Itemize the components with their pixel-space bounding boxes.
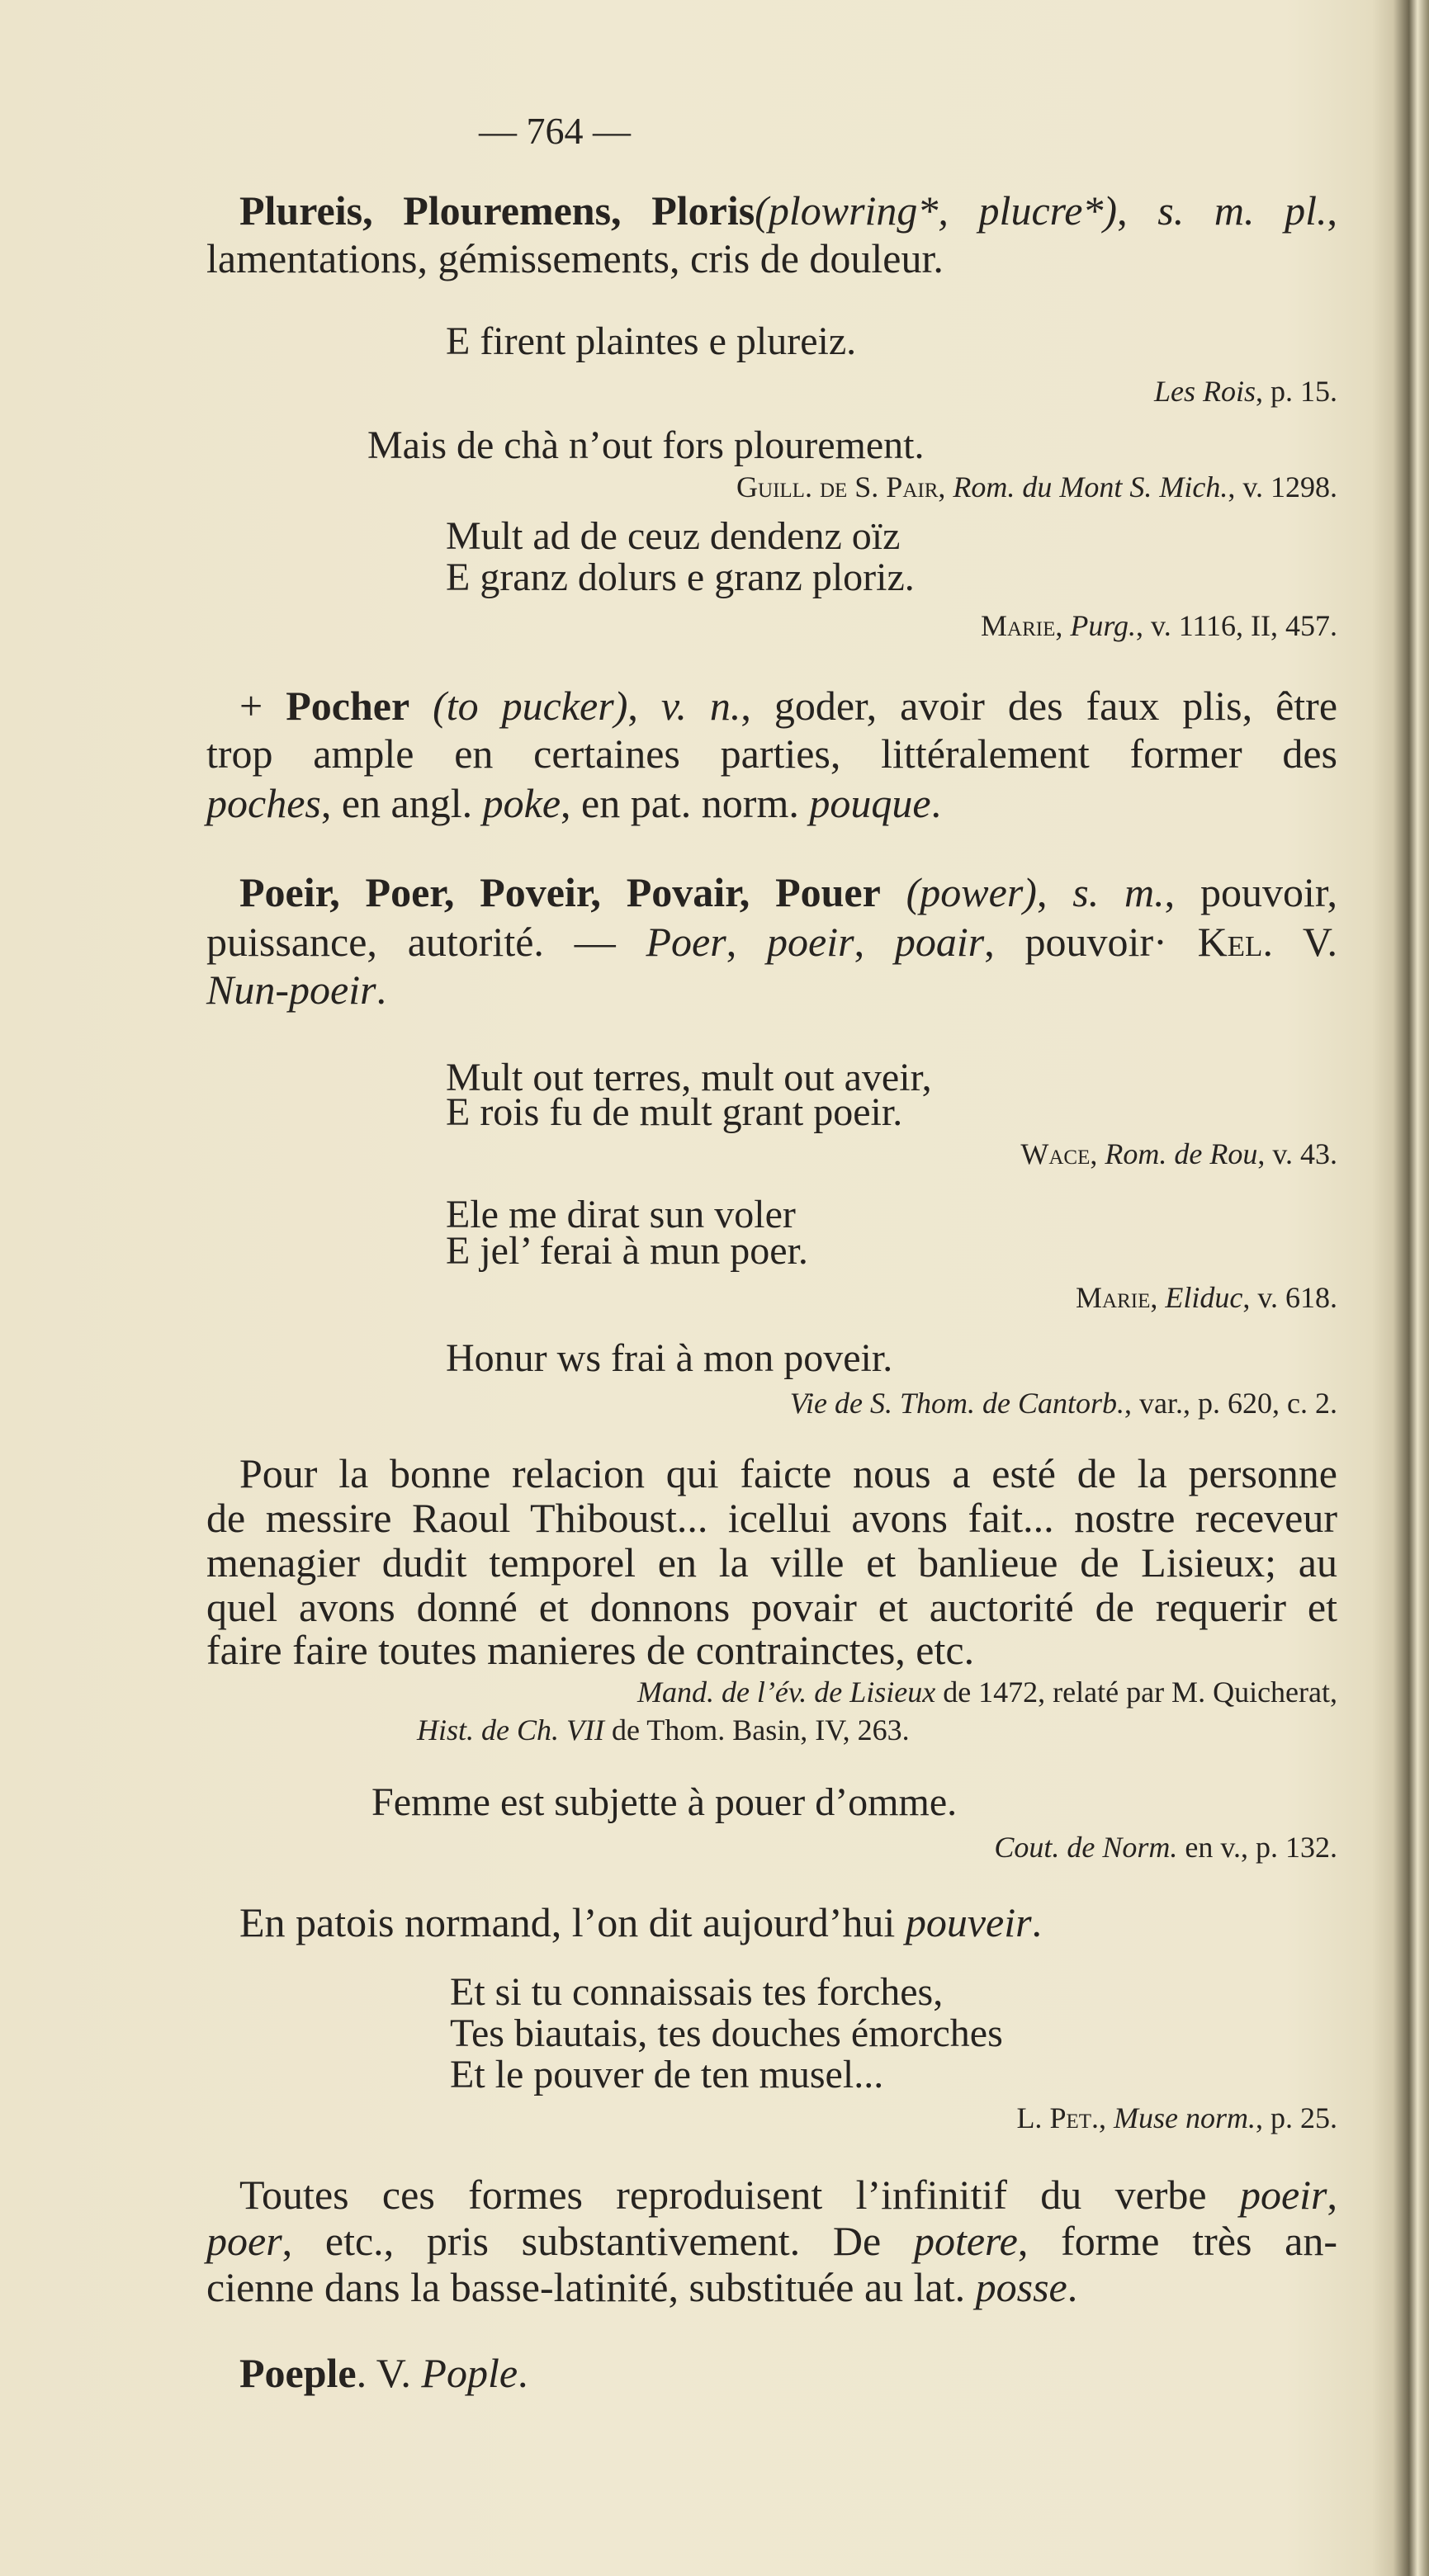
text-segment: , goder, avoir des faux plis, être [741, 683, 1338, 729]
italic-text: posse [975, 2264, 1067, 2310]
author-name: Wace [1020, 1137, 1091, 1170]
author-name: Pet [1049, 2101, 1092, 2134]
citation-line [1076, 1283, 1337, 1312]
text-segment: de Thom. Basin, IV, 263. [603, 1713, 910, 1746]
verse-line [446, 555, 915, 599]
text-line [206, 1629, 974, 1671]
text-segment: , etc., pris substantivement. De [282, 2218, 914, 2264]
verse-line [371, 1780, 958, 1824]
text-segment: , [1036, 869, 1073, 915]
text-line [206, 1497, 1337, 1539]
italic-text: Poer [646, 919, 726, 965]
text-segment: lamentations, gémissements, cris de douleur. [206, 235, 944, 281]
text-segment: , [854, 919, 895, 965]
headword: Poeple [239, 2350, 357, 2396]
text-line [206, 967, 387, 1013]
text-line [206, 2220, 1337, 2262]
text-segment: , v. 1298. [1228, 470, 1337, 503]
text-line [206, 730, 1337, 777]
text-segment: . [1031, 1899, 1043, 1945]
italic-text: pouveir [905, 1899, 1032, 1945]
text-segment: menagier dudit temporel en la ville et banlieue de Lisieux; au [206, 1539, 1337, 1586]
italic-text: Rom. du Mont S. Mich. [953, 470, 1228, 503]
text-segment: Mult out terres, mult out aveir, [446, 1056, 932, 1099]
text-segment: cienne dans la basse-latinité, substituée au lat. [206, 2264, 976, 2310]
citation-line [637, 1677, 1337, 1707]
italic-text: Mand. de l’év. de Lisieux [636, 1676, 936, 1709]
text-segment: , p. 15. [1256, 375, 1337, 408]
text-segment: , p. 25. [1256, 2101, 1337, 2134]
text-segment: E granz dolurs e granz ploriz. [446, 555, 915, 599]
text-segment: , v. 618. [1242, 1281, 1337, 1314]
text-segment: , en pat. norm. [561, 780, 810, 826]
text-segment: , en angl. [320, 780, 483, 826]
text-segment: Tes biautais, tes douches émorches [450, 2011, 1003, 2055]
page-number: — 764 — [479, 110, 631, 152]
text-segment: Honur ws frai à mon poveir. [446, 1336, 893, 1380]
text-segment: . [376, 967, 387, 1013]
headword: Poeir, Poer, Poveir, Povair, Pouer [239, 869, 881, 915]
text-segment: Ele me dirat sun voler [446, 1193, 796, 1236]
italic-text: poair [894, 919, 985, 965]
text-segment: puissance, autorité. — [206, 919, 646, 965]
italic-text: (plowring*, plucre*) [755, 187, 1118, 234]
text-segment: . V. [356, 2350, 422, 2396]
text-line [239, 2352, 528, 2394]
verse-line [450, 2055, 883, 2095]
text-line [239, 187, 1337, 234]
text-segment: , [1090, 1137, 1105, 1170]
text-segment: ., [1091, 2101, 1114, 2134]
text-segment: , var., p. 620, c. 2. [1124, 1387, 1337, 1420]
text-segment [409, 683, 433, 729]
italic-text: Rom. de Rou [1105, 1137, 1258, 1170]
text-line [239, 1899, 1043, 1945]
text-segment: de 1472, relaté par M. Quicherat, [935, 1676, 1337, 1709]
text-line [239, 1450, 1337, 1496]
verse-line [446, 1090, 903, 1134]
verse-line [450, 2011, 1003, 2055]
citation-line [1016, 2103, 1337, 2133]
text-segment: L. [1016, 2101, 1050, 2134]
text-segment: Mult ad de ceuz dendenz oïz [446, 514, 901, 558]
text-segment: , [1055, 609, 1071, 642]
text-segment: trop ample en certaines parties, littéralement former des [206, 730, 1337, 777]
text-segment: Et le pouver de ten musel... [450, 2053, 884, 2096]
text-segment: , pouvoir, [1164, 869, 1337, 915]
italic-text: s. m. pl. [1157, 187, 1327, 234]
author-name: Marie [981, 609, 1056, 642]
italic-text: v. n. [660, 683, 741, 729]
italic-text: s. m. [1072, 869, 1165, 915]
text-line [239, 869, 1337, 915]
italic-text: poeir [1239, 2172, 1327, 2218]
verse-line [446, 319, 857, 363]
text-segment: E rois fu de mult grant poeir. [446, 1090, 903, 1134]
text-line [206, 2266, 1077, 2308]
author-name: Kel [1197, 919, 1263, 965]
text-segment: en v., p. 132. [1177, 1831, 1337, 1864]
text-segment: , [627, 683, 661, 729]
text-segment: , pouvoir· [984, 919, 1198, 965]
italic-text: Hist. de Ch. VII [417, 1713, 604, 1746]
text-segment: E jel’ ferai à mun poer. [446, 1229, 808, 1273]
text-line [206, 1586, 1337, 1628]
text-segment: , forme très an- [1017, 2218, 1337, 2264]
text-line [239, 2172, 1337, 2218]
author-name: Marie [1076, 1281, 1151, 1314]
citation-line [1154, 376, 1337, 406]
text-segment: , [1327, 187, 1337, 234]
citation-line [417, 1715, 910, 1745]
text-segment: , v. 1116, II, 457. [1136, 609, 1337, 642]
text-segment: Toutes ces formes reproduisent l’infinitif du verbe [239, 2172, 1240, 2218]
citation-line [981, 611, 1337, 640]
text-segment: faire faire toutes manieres de contrainctes, etc. [206, 1627, 975, 1673]
italic-text: potere [913, 2218, 1018, 2264]
italic-text: poer [206, 2218, 282, 2264]
text-segment [881, 869, 906, 915]
italic-text: Eliduc [1165, 1281, 1243, 1314]
text-line [239, 683, 1338, 729]
citation-line [790, 1388, 1337, 1418]
italic-text: Les Rois [1153, 375, 1256, 408]
text-segment: . [518, 2350, 528, 2396]
verse-line [446, 514, 901, 558]
text-line [206, 1539, 1337, 1586]
text-line [206, 782, 941, 824]
italic-text: (power) [906, 869, 1037, 915]
text-segment: de messire Raoul Thiboust... icellui avons fait... nostre receveur [206, 1495, 1337, 1541]
text-segment: Mais de chà n’out fors plourement. [367, 423, 925, 467]
italic-text: poke [482, 780, 561, 826]
text-segment: quel avons donné et donnons povair et auctorité de requerir et [206, 1584, 1337, 1630]
italic-text: Pople [421, 2350, 518, 2396]
italic-text: pouque [809, 780, 931, 826]
text-segment: E firent plaintes e plureiz. [446, 319, 857, 363]
text-segment: . [930, 780, 942, 826]
text-segment: . [1067, 2264, 1078, 2310]
italic-text: Nun-poeir [206, 967, 376, 1013]
text-segment: Pour la bonne relacion qui faicte nous a esté de la personne [239, 1450, 1337, 1496]
text-segment: + [239, 683, 286, 729]
text-segment: , [726, 919, 768, 965]
italic-text: Vie de S. Thom. de Cantorb. [789, 1387, 1125, 1420]
text-segment: Et si tu connaissais tes forches, [450, 1970, 944, 2014]
headword: Pocher [286, 683, 410, 729]
text-segment: , [1327, 2172, 1337, 2218]
citation-line [994, 1832, 1337, 1862]
italic-text: poches [206, 780, 321, 826]
text-segment: En patois normand, l’on dit aujourd’hui [239, 1899, 906, 1945]
citation-line [1020, 1139, 1337, 1169]
italic-text: (to pucker) [433, 683, 628, 729]
verse-line [446, 1231, 808, 1271]
italic-text: poeir [767, 919, 854, 965]
italic-text: Purg. [1070, 609, 1137, 642]
text-segment: , [938, 470, 953, 503]
verse-line [446, 1336, 893, 1380]
text-segment: , [1117, 187, 1158, 234]
headword: Plureis, Plouremens, Ploris [239, 187, 755, 234]
citation-line [736, 472, 1337, 502]
italic-text: Cout. de Norm. [994, 1831, 1178, 1864]
text-segment: , [1150, 1281, 1166, 1314]
verse-line [367, 423, 925, 467]
text-segment: . V. [1262, 919, 1338, 965]
author-name: Guill. de S. Pair [736, 470, 939, 503]
italic-text: Muse norm. [1114, 2101, 1256, 2134]
text-segment: Femme est subjette à pouer d’omme. [371, 1780, 958, 1824]
text-line [206, 235, 944, 281]
text-segment: , v. 43. [1257, 1137, 1337, 1170]
verse-line [450, 1970, 944, 2014]
text-line [206, 919, 1338, 965]
